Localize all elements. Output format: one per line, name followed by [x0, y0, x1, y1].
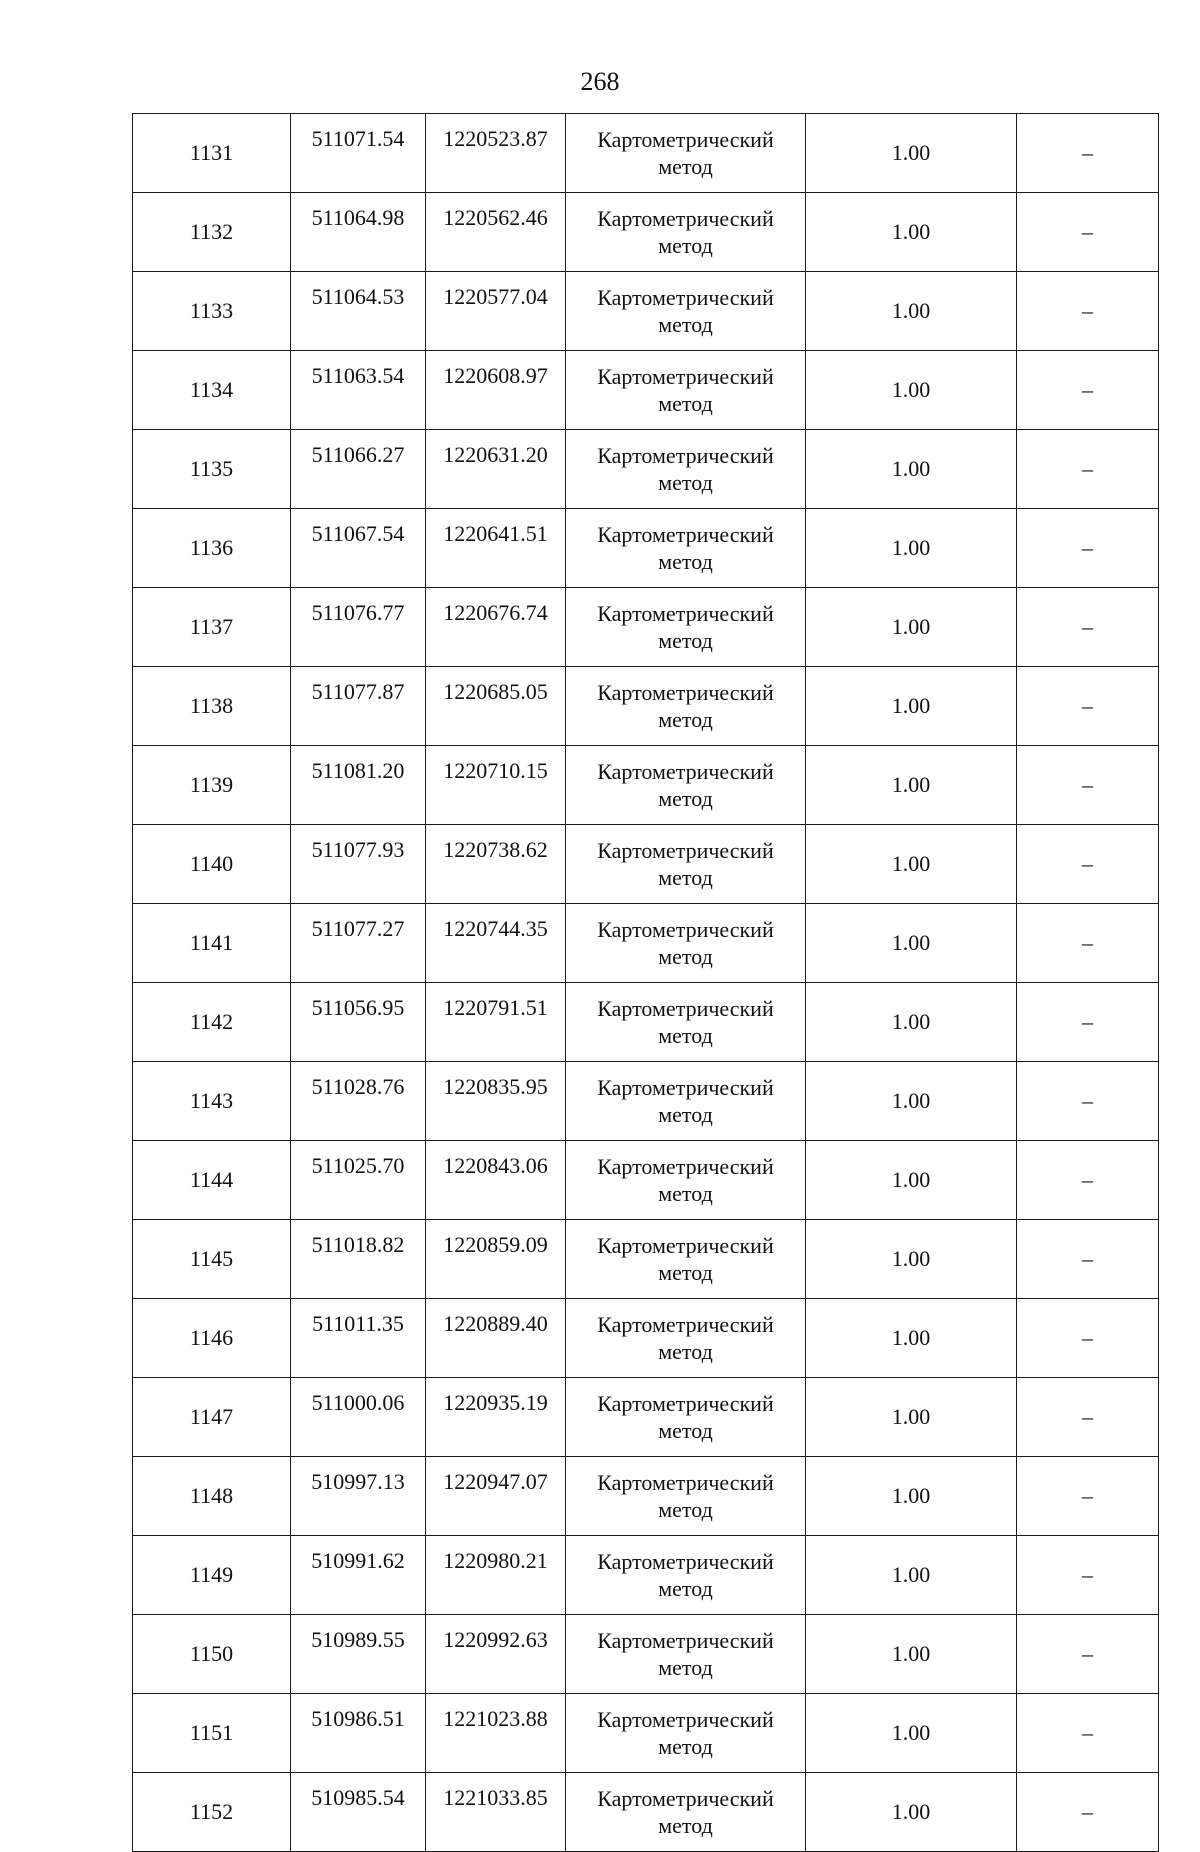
- method-cell: [566, 193, 806, 272]
- x-coordinate-cell: [291, 667, 426, 746]
- note-cell: [1017, 1062, 1159, 1141]
- y-coordinate-cell-text: 1220685.05: [443, 679, 548, 704]
- point-number-cell-text: 1145: [189, 1246, 234, 1271]
- x-coordinate-cell: [291, 430, 426, 509]
- point-number-cell: [133, 983, 291, 1062]
- y-coordinate-cell: [426, 1378, 566, 1457]
- x-coordinate-cell-text: 511028.76: [311, 1074, 405, 1099]
- y-coordinate-cell: [426, 1220, 566, 1299]
- note-cell-text: –: [1082, 851, 1093, 876]
- method-cell: [566, 1773, 806, 1852]
- point-number-cell: [133, 114, 291, 193]
- accuracy-cell-text: 1.00: [891, 930, 931, 955]
- note-cell: [1017, 1615, 1159, 1694]
- y-coordinate-cell-text: 1220631.20: [443, 442, 548, 467]
- y-coordinate-cell: [426, 1615, 566, 1694]
- y-coordinate-cell: [426, 1457, 566, 1536]
- accuracy-cell-text: 1.00: [891, 535, 931, 560]
- note-cell-text: –: [1082, 693, 1093, 718]
- accuracy-cell-text: 1.00: [891, 1325, 931, 1350]
- accuracy-cell: [806, 1773, 1017, 1852]
- table-row: [133, 904, 1159, 983]
- point-number-cell-text: 1132: [189, 219, 234, 244]
- method-cell-text: Картометрический метод: [597, 1233, 774, 1285]
- y-coordinate-cell: [426, 588, 566, 667]
- accuracy-cell: [806, 1378, 1017, 1457]
- x-coordinate-cell-text: 510986.51: [311, 1706, 405, 1731]
- note-cell-text: –: [1082, 1088, 1093, 1113]
- point-number-cell: [133, 1615, 291, 1694]
- table-body: [133, 114, 1159, 1852]
- method-cell: [566, 509, 806, 588]
- note-cell-text: –: [1082, 1562, 1093, 1587]
- accuracy-cell: [806, 351, 1017, 430]
- x-coordinate-cell-text: 510989.55: [311, 1627, 405, 1652]
- note-cell-text: –: [1082, 456, 1093, 481]
- x-coordinate-cell: [291, 1141, 426, 1220]
- y-coordinate-cell-text: 1221033.85: [443, 1785, 548, 1810]
- point-number-cell: [133, 351, 291, 430]
- note-cell: [1017, 509, 1159, 588]
- method-cell-text: Картометрический метод: [597, 759, 774, 811]
- accuracy-cell-text: 1.00: [891, 851, 931, 876]
- accuracy-cell: [806, 1615, 1017, 1694]
- point-number-cell: [133, 1299, 291, 1378]
- note-cell: [1017, 193, 1159, 272]
- point-number-cell: [133, 1773, 291, 1852]
- x-coordinate-cell: [291, 193, 426, 272]
- method-cell-text: Картометрический метод: [597, 1628, 774, 1680]
- note-cell: [1017, 1299, 1159, 1378]
- accuracy-cell: [806, 746, 1017, 825]
- note-cell: [1017, 588, 1159, 667]
- accuracy-cell-text: 1.00: [891, 1483, 931, 1508]
- x-coordinate-cell-text: 511071.54: [311, 126, 405, 151]
- y-coordinate-cell: [426, 746, 566, 825]
- method-cell-text: Картометрический метод: [597, 1075, 774, 1127]
- x-coordinate-cell: [291, 272, 426, 351]
- point-number-cell: [133, 1141, 291, 1220]
- accuracy-cell-text: 1.00: [891, 1641, 931, 1666]
- note-cell-text: –: [1082, 377, 1093, 402]
- accuracy-cell-text: 1.00: [891, 1167, 931, 1192]
- note-cell-text: –: [1082, 1720, 1093, 1745]
- y-coordinate-cell: [426, 904, 566, 983]
- point-number-cell: [133, 588, 291, 667]
- x-coordinate-cell-text: 511077.93: [311, 837, 405, 862]
- method-cell-text: Картометрический метод: [597, 206, 774, 258]
- x-coordinate-cell: [291, 1299, 426, 1378]
- method-cell: [566, 1457, 806, 1536]
- accuracy-cell-text: 1.00: [891, 1009, 931, 1034]
- y-coordinate-cell-text: 1221023.88: [443, 1706, 548, 1731]
- x-coordinate-cell-text: 511064.98: [311, 205, 405, 230]
- method-cell-text: Картометрический метод: [597, 364, 774, 416]
- y-coordinate-cell-text: 1220710.15: [443, 758, 548, 783]
- table-row: [133, 430, 1159, 509]
- x-coordinate-cell-text: 511000.06: [311, 1390, 405, 1415]
- table-row: [133, 983, 1159, 1062]
- note-cell: [1017, 825, 1159, 904]
- accuracy-cell: [806, 114, 1017, 193]
- x-coordinate-cell: [291, 1773, 426, 1852]
- method-cell-text: Картометрический метод: [597, 1312, 774, 1364]
- point-number-cell: [133, 1457, 291, 1536]
- note-cell: [1017, 1141, 1159, 1220]
- note-cell-text: –: [1082, 219, 1093, 244]
- accuracy-cell-text: 1.00: [891, 1404, 931, 1429]
- x-coordinate-cell-text: 511067.54: [311, 521, 405, 546]
- accuracy-cell: [806, 430, 1017, 509]
- point-number-cell: [133, 904, 291, 983]
- x-coordinate-cell-text: 511063.54: [311, 363, 405, 388]
- y-coordinate-cell: [426, 193, 566, 272]
- y-coordinate-cell-text: 1220744.35: [443, 916, 548, 941]
- accuracy-cell-text: 1.00: [891, 614, 931, 639]
- x-coordinate-cell-text: 511064.53: [311, 284, 405, 309]
- note-cell-text: –: [1082, 1641, 1093, 1666]
- note-cell-text: –: [1082, 1246, 1093, 1271]
- method-cell: [566, 588, 806, 667]
- point-number-cell-text: 1134: [189, 377, 234, 402]
- method-cell-text: Картометрический метод: [597, 917, 774, 969]
- note-cell: [1017, 1694, 1159, 1773]
- method-cell-text: Картометрический метод: [597, 1470, 774, 1522]
- method-cell: [566, 825, 806, 904]
- accuracy-cell: [806, 825, 1017, 904]
- accuracy-cell: [806, 193, 1017, 272]
- method-cell: [566, 1141, 806, 1220]
- y-coordinate-cell: [426, 1536, 566, 1615]
- y-coordinate-cell-text: 1220843.06: [443, 1153, 548, 1178]
- x-coordinate-cell: [291, 983, 426, 1062]
- accuracy-cell: [806, 1220, 1017, 1299]
- note-cell-text: –: [1082, 535, 1093, 560]
- y-coordinate-cell-text: 1220608.97: [443, 363, 548, 388]
- note-cell-text: –: [1082, 930, 1093, 955]
- table-row: [133, 1457, 1159, 1536]
- point-number-cell-text: 1146: [189, 1325, 234, 1350]
- note-cell: [1017, 1220, 1159, 1299]
- x-coordinate-cell-text: 511081.20: [311, 758, 405, 783]
- y-coordinate-cell-text: 1220791.51: [443, 995, 548, 1020]
- point-number-cell: [133, 1062, 291, 1141]
- note-cell: [1017, 1457, 1159, 1536]
- point-number-cell: [133, 509, 291, 588]
- table-row: [133, 1062, 1159, 1141]
- x-coordinate-cell-text: 511011.35: [312, 1311, 404, 1336]
- table-row: [133, 272, 1159, 351]
- note-cell-text: –: [1082, 140, 1093, 165]
- x-coordinate-cell-text: 511025.70: [311, 1153, 405, 1178]
- table-row: [133, 351, 1159, 430]
- table-row: [133, 1378, 1159, 1457]
- x-coordinate-cell: [291, 746, 426, 825]
- method-cell: [566, 114, 806, 193]
- method-cell-text: Картометрический метод: [597, 1786, 774, 1838]
- method-cell: [566, 983, 806, 1062]
- method-cell: [566, 1220, 806, 1299]
- table-row: [133, 1141, 1159, 1220]
- method-cell-text: Картометрический метод: [597, 996, 774, 1048]
- x-coordinate-cell: [291, 114, 426, 193]
- accuracy-cell-text: 1.00: [891, 1562, 931, 1587]
- table-row: [133, 114, 1159, 193]
- y-coordinate-cell: [426, 1141, 566, 1220]
- y-coordinate-cell-text: 1220641.51: [443, 521, 548, 546]
- y-coordinate-cell: [426, 351, 566, 430]
- y-coordinate-cell-text: 1220980.21: [443, 1548, 548, 1573]
- method-cell: [566, 1378, 806, 1457]
- x-coordinate-cell: [291, 1694, 426, 1773]
- point-number-cell-text: 1137: [189, 614, 234, 639]
- point-number-cell-text: 1133: [189, 298, 234, 323]
- method-cell: [566, 272, 806, 351]
- point-number-cell-text: 1151: [189, 1720, 234, 1745]
- point-number-cell: [133, 825, 291, 904]
- point-number-cell: [133, 1378, 291, 1457]
- point-number-cell-text: 1144: [189, 1167, 234, 1192]
- accuracy-cell-text: 1.00: [891, 1799, 931, 1824]
- x-coordinate-cell: [291, 825, 426, 904]
- x-coordinate-cell-text: 511018.82: [311, 1232, 405, 1257]
- point-number-cell: [133, 272, 291, 351]
- x-coordinate-cell: [291, 1457, 426, 1536]
- y-coordinate-cell-text: 1220935.19: [443, 1390, 548, 1415]
- y-coordinate-cell-text: 1220676.74: [443, 600, 548, 625]
- table-row: [133, 588, 1159, 667]
- accuracy-cell: [806, 1141, 1017, 1220]
- x-coordinate-cell: [291, 1378, 426, 1457]
- note-cell-text: –: [1082, 1483, 1093, 1508]
- y-coordinate-cell: [426, 1062, 566, 1141]
- point-number-cell-text: 1139: [189, 772, 234, 797]
- x-coordinate-cell: [291, 509, 426, 588]
- accuracy-cell-text: 1.00: [891, 456, 931, 481]
- table-row: [133, 1299, 1159, 1378]
- y-coordinate-cell: [426, 509, 566, 588]
- point-number-cell-text: 1148: [189, 1483, 234, 1508]
- note-cell: [1017, 114, 1159, 193]
- table-row: [133, 825, 1159, 904]
- method-cell: [566, 351, 806, 430]
- accuracy-cell: [806, 1299, 1017, 1378]
- y-coordinate-cell-text: 1220523.87: [443, 126, 548, 151]
- x-coordinate-cell: [291, 1220, 426, 1299]
- accuracy-cell: [806, 272, 1017, 351]
- x-coordinate-cell: [291, 1062, 426, 1141]
- note-cell-text: –: [1082, 1799, 1093, 1824]
- accuracy-cell: [806, 667, 1017, 746]
- method-cell-text: Картометрический метод: [597, 1154, 774, 1206]
- x-coordinate-cell-text: 510991.62: [311, 1548, 405, 1573]
- note-cell-text: –: [1082, 1325, 1093, 1350]
- y-coordinate-cell-text: 1220992.63: [443, 1627, 548, 1652]
- point-number-cell-text: 1138: [189, 693, 234, 718]
- y-coordinate-cell-text: 1220562.46: [443, 205, 548, 230]
- note-cell: [1017, 430, 1159, 509]
- point-number-cell-text: 1135: [189, 456, 234, 481]
- accuracy-cell-text: 1.00: [891, 298, 931, 323]
- y-coordinate-cell: [426, 983, 566, 1062]
- note-cell: [1017, 351, 1159, 430]
- point-number-cell-text: 1152: [189, 1799, 234, 1824]
- x-coordinate-cell-text: 511077.87: [311, 679, 405, 704]
- point-number-cell-text: 1143: [189, 1088, 234, 1113]
- method-cell-text: Картометрический метод: [597, 1391, 774, 1443]
- point-number-cell-text: 1141: [189, 930, 234, 955]
- point-number-cell-text: 1150: [189, 1641, 234, 1666]
- accuracy-cell-text: 1.00: [891, 1246, 931, 1271]
- x-coordinate-cell: [291, 1615, 426, 1694]
- method-cell-text: Картометрический метод: [597, 1549, 774, 1601]
- accuracy-cell: [806, 983, 1017, 1062]
- y-coordinate-cell: [426, 825, 566, 904]
- table-row: [133, 1694, 1159, 1773]
- accuracy-cell: [806, 1457, 1017, 1536]
- accuracy-cell: [806, 509, 1017, 588]
- note-cell: [1017, 746, 1159, 825]
- accuracy-cell-text: 1.00: [891, 1720, 931, 1745]
- y-coordinate-cell-text: 1220577.04: [443, 284, 548, 309]
- x-coordinate-cell: [291, 904, 426, 983]
- method-cell: [566, 430, 806, 509]
- method-cell-text: Картометрический метод: [597, 285, 774, 337]
- method-cell: [566, 904, 806, 983]
- table-row: [133, 193, 1159, 272]
- note-cell-text: –: [1082, 298, 1093, 323]
- accuracy-cell-text: 1.00: [891, 140, 931, 165]
- y-coordinate-cell-text: 1220835.95: [443, 1074, 548, 1099]
- method-cell-text: Картометрический метод: [597, 601, 774, 653]
- y-coordinate-cell: [426, 1773, 566, 1852]
- point-number-cell: [133, 1694, 291, 1773]
- y-coordinate-cell: [426, 430, 566, 509]
- note-cell: [1017, 1536, 1159, 1615]
- method-cell: [566, 746, 806, 825]
- table-row: [133, 1536, 1159, 1615]
- note-cell-text: –: [1082, 1404, 1093, 1429]
- note-cell-text: –: [1082, 772, 1093, 797]
- method-cell: [566, 1062, 806, 1141]
- x-coordinate-cell-text: 511076.77: [311, 600, 405, 625]
- x-coordinate-cell-text: 510985.54: [311, 1785, 405, 1810]
- method-cell-text: Картометрический метод: [597, 680, 774, 732]
- accuracy-cell-text: 1.00: [891, 219, 931, 244]
- y-coordinate-cell: [426, 667, 566, 746]
- point-number-cell-text: 1131: [189, 140, 234, 165]
- note-cell: [1017, 1378, 1159, 1457]
- note-cell: [1017, 983, 1159, 1062]
- accuracy-cell: [806, 1062, 1017, 1141]
- accuracy-cell: [806, 1694, 1017, 1773]
- coordinates-table: [132, 113, 1159, 1852]
- x-coordinate-cell: [291, 588, 426, 667]
- method-cell: [566, 1299, 806, 1378]
- accuracy-cell-text: 1.00: [891, 693, 931, 718]
- note-cell: [1017, 272, 1159, 351]
- page-number: 268: [580, 67, 620, 96]
- note-cell-text: –: [1082, 1009, 1093, 1034]
- y-coordinate-cell: [426, 114, 566, 193]
- table-row: [133, 1220, 1159, 1299]
- y-coordinate-cell-text: 1220859.09: [443, 1232, 548, 1257]
- point-number-cell-text: 1142: [189, 1009, 234, 1034]
- table-row: [133, 1615, 1159, 1694]
- point-number-cell: [133, 746, 291, 825]
- method-cell: [566, 1615, 806, 1694]
- point-number-cell: [133, 667, 291, 746]
- y-coordinate-cell-text: 1220947.07: [443, 1469, 548, 1494]
- method-cell-text: Картометрический метод: [597, 443, 774, 495]
- x-coordinate-cell-text: 510997.13: [311, 1469, 405, 1494]
- point-number-cell: [133, 430, 291, 509]
- x-coordinate-cell: [291, 351, 426, 430]
- accuracy-cell-text: 1.00: [891, 1088, 931, 1113]
- point-number-cell-text: 1140: [189, 851, 234, 876]
- method-cell: [566, 1536, 806, 1615]
- accuracy-cell-text: 1.00: [891, 377, 931, 402]
- point-number-cell-text: 1149: [189, 1562, 234, 1587]
- method-cell: [566, 667, 806, 746]
- note-cell-text: –: [1082, 614, 1093, 639]
- accuracy-cell-text: 1.00: [891, 772, 931, 797]
- note-cell-text: –: [1082, 1167, 1093, 1192]
- method-cell-text: Картометрический метод: [597, 1707, 774, 1759]
- method-cell-text: Картометрический метод: [597, 522, 774, 574]
- accuracy-cell: [806, 588, 1017, 667]
- note-cell: [1017, 904, 1159, 983]
- method-cell-text: Картометрический метод: [597, 838, 774, 890]
- note-cell: [1017, 1773, 1159, 1852]
- table-row: [133, 746, 1159, 825]
- point-number-cell: [133, 1536, 291, 1615]
- accuracy-cell: [806, 904, 1017, 983]
- y-coordinate-cell-text: 1220889.40: [443, 1311, 548, 1336]
- method-cell-text: Картометрический метод: [597, 127, 774, 179]
- y-coordinate-cell: [426, 1694, 566, 1773]
- table-row: [133, 667, 1159, 746]
- point-number-cell: [133, 193, 291, 272]
- y-coordinate-cell: [426, 1299, 566, 1378]
- table-row: [133, 509, 1159, 588]
- x-coordinate-cell: [291, 1536, 426, 1615]
- method-cell: [566, 1694, 806, 1773]
- point-number-cell: [133, 1220, 291, 1299]
- point-number-cell-text: 1136: [189, 535, 234, 560]
- table-row: [133, 1773, 1159, 1852]
- y-coordinate-cell: [426, 272, 566, 351]
- x-coordinate-cell-text: 511077.27: [311, 916, 405, 941]
- x-coordinate-cell-text: 511056.95: [311, 995, 405, 1020]
- note-cell: [1017, 667, 1159, 746]
- accuracy-cell: [806, 1536, 1017, 1615]
- y-coordinate-cell-text: 1220738.62: [443, 837, 548, 862]
- point-number-cell-text: 1147: [189, 1404, 234, 1429]
- x-coordinate-cell-text: 511066.27: [311, 442, 405, 467]
